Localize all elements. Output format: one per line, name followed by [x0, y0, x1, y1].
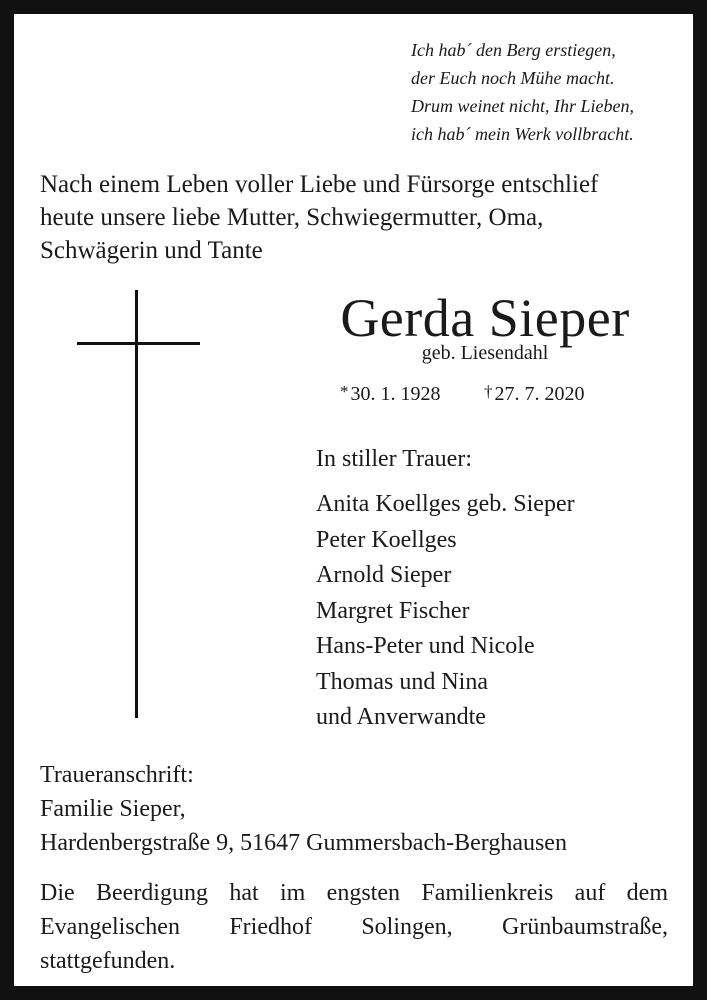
death-dagger-icon: † [484, 382, 493, 401]
poem-line: ich hab´ mein Werk vollbracht. [411, 124, 634, 144]
deceased-name: Gerda Sieper [340, 288, 630, 348]
death-date: 27. 7. 2020 [494, 383, 585, 405]
mourner: Thomas und Nina [316, 668, 488, 695]
birth-star-icon: * [340, 382, 349, 401]
funeral-notice [40, 876, 668, 978]
poem [411, 36, 701, 148]
mourner: Hans-Peter und Nicole [316, 633, 535, 659]
mourner: Margret Fischer [316, 597, 470, 624]
mourner: und Anverwandte [316, 704, 486, 730]
birth-date: 30. 1. 1928 [350, 383, 441, 405]
poem-line: Ich hab´ den Berg erstiegen, [411, 40, 616, 60]
death-date-group [484, 379, 585, 407]
funeral-line: stattgefunden. [40, 948, 176, 974]
birth-date-group [340, 379, 441, 407]
maiden-name: geb. Liesendahl [421, 342, 549, 364]
mourning-heading: In stiller Trauer: [316, 446, 472, 472]
mourners-list [316, 487, 686, 736]
funeral-line: Die Beerdigung hat im engsten Familienkreis auf dem [40, 880, 668, 906]
poem-line: der Euch noch Mühe macht. [411, 68, 615, 88]
intro-line: Schwägerin und Tante [40, 237, 263, 264]
mourner: Anita Koellges geb. Sieper [316, 491, 575, 517]
address-family: Familie Sieper, [40, 796, 186, 822]
cross-icon [135, 290, 138, 718]
funeral-line: Evangelischen Friedhof Solingen, Grünbaumstraße, [40, 914, 668, 940]
address-label: Traueranschrift: [40, 762, 194, 788]
mourner: Arnold Sieper [316, 562, 452, 588]
cross-icon-bar [77, 342, 200, 345]
intro-line: heute unsere liebe Mutter, Schwiegermutter, Oma, [40, 204, 544, 231]
address-street: Hardenbergstraße 9, 51647 Gummersbach-Berghausen [40, 830, 567, 856]
mourning-address [40, 758, 690, 860]
intro-line: Nach einem Leben voller Liebe und Fürsorge entschlief [40, 171, 599, 198]
intro-text [40, 168, 680, 267]
mourner: Peter Koellges [316, 526, 457, 553]
poem-line: Drum weinet nicht, Ihr Lieben, [411, 96, 634, 116]
